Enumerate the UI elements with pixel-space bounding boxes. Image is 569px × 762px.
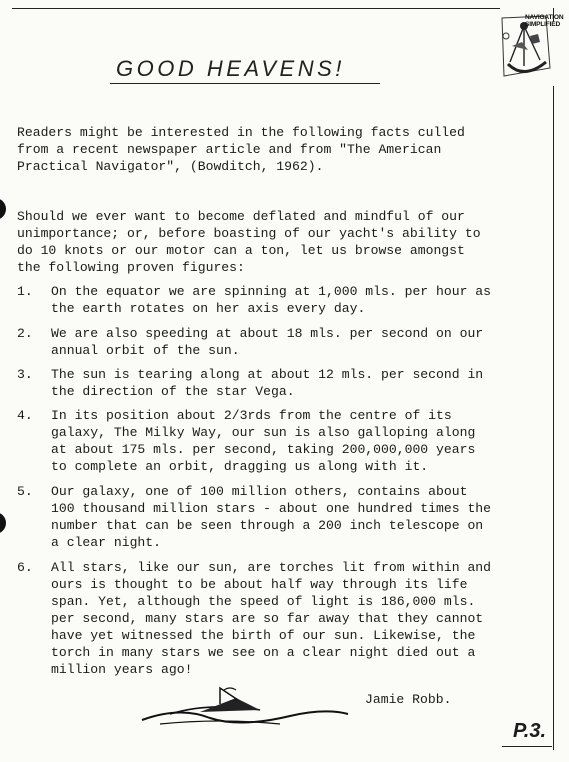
lead-line: the following proven figures: bbox=[17, 260, 245, 275]
intro-line: from a recent newspaper article and from "The American bbox=[17, 142, 442, 157]
list-item-line: In its position about 2/3rds from the centre of its bbox=[51, 408, 452, 423]
page-title: GOOD HEAVENS! bbox=[116, 56, 345, 81]
page-number-underline bbox=[502, 746, 552, 747]
list-item-line: span. Yet, although the speed of light is 186,000 mls. bbox=[51, 594, 476, 609]
list-item-number: 5. bbox=[17, 484, 33, 499]
logo-text bbox=[525, 14, 563, 28]
list-item-line: annual orbit of the sun. bbox=[51, 343, 240, 358]
page-frame-right bbox=[553, 86, 554, 750]
intro-paragraph bbox=[17, 124, 465, 175]
lead-line: Should we ever want to become deflated and mindful of our bbox=[17, 209, 465, 224]
logo-line-2: SIMPLIFIED bbox=[525, 21, 560, 28]
list-item-line: galaxy, The Milky Way, our sun is also galloping along bbox=[51, 425, 476, 440]
list-item-line: to complete an orbit, dragging us along with it. bbox=[51, 459, 429, 474]
list-item-line: number that can be seen through a 200 inch telescope on bbox=[51, 518, 484, 533]
author-signature: Jamie Robb. bbox=[365, 692, 452, 707]
logo-line-1: NAVIGATION bbox=[525, 14, 564, 21]
sailboat-sketch-icon bbox=[140, 684, 350, 732]
list-item-line: On the equator we are spinning at 1,000 mls. per hour as bbox=[51, 284, 492, 299]
list-item-line: All stars, like our sun, are torches lit from within and bbox=[51, 560, 492, 575]
page-number: P.3. bbox=[513, 720, 546, 742]
punch-hole bbox=[0, 512, 6, 534]
list-item-line: We are also speeding at about 18 mls. per second on our bbox=[51, 326, 484, 341]
list-item-line: ours is thought to be about half way through its life bbox=[51, 577, 468, 592]
list-item-line: million years ago! bbox=[51, 662, 193, 677]
list-item-line: have yet witnessed the birth of our sun. Likewise, the bbox=[51, 628, 476, 643]
list-item-number: 2. bbox=[17, 326, 33, 341]
list-item-line: The sun is tearing along at about 12 mls. per second in bbox=[51, 367, 484, 382]
list-item-line: a clear night. bbox=[51, 535, 162, 550]
list-item-line: at about 175 mls. per second, taking 200,000,000 years bbox=[51, 442, 476, 457]
list-item-number: 6. bbox=[17, 560, 33, 575]
intro-line: Practical Navigator", (Bowditch, 1962). bbox=[17, 159, 324, 174]
title-underline bbox=[110, 83, 380, 84]
intro-line: Readers might be interested in the following facts culled bbox=[17, 125, 465, 140]
lead-line: do 10 knots or our motor can a ton, let us browse amongst bbox=[17, 243, 465, 258]
list-item-line: 100 thousand million stars - about one hundred times the bbox=[51, 501, 492, 516]
lead-line: unimportance; or, before boasting of our yacht's ability to bbox=[17, 226, 481, 241]
list-item-number: 4. bbox=[17, 408, 33, 423]
page-frame-top bbox=[12, 8, 500, 9]
lead-paragraph bbox=[17, 208, 481, 276]
list-item-line: the direction of the star Vega. bbox=[51, 384, 295, 399]
list-item-line: Our galaxy, one of 100 million others, contains about bbox=[51, 484, 468, 499]
list-item-number: 1. bbox=[17, 284, 33, 299]
punch-hole bbox=[0, 198, 6, 220]
list-item-number: 3. bbox=[17, 367, 33, 382]
list-item-line: per second, many stars are so far away that they cannot bbox=[51, 611, 484, 626]
list-item-line: torch in many stars we see on a clear night died out a bbox=[51, 645, 476, 660]
list-item-line: the earth rotates on her axis every day. bbox=[51, 301, 366, 316]
